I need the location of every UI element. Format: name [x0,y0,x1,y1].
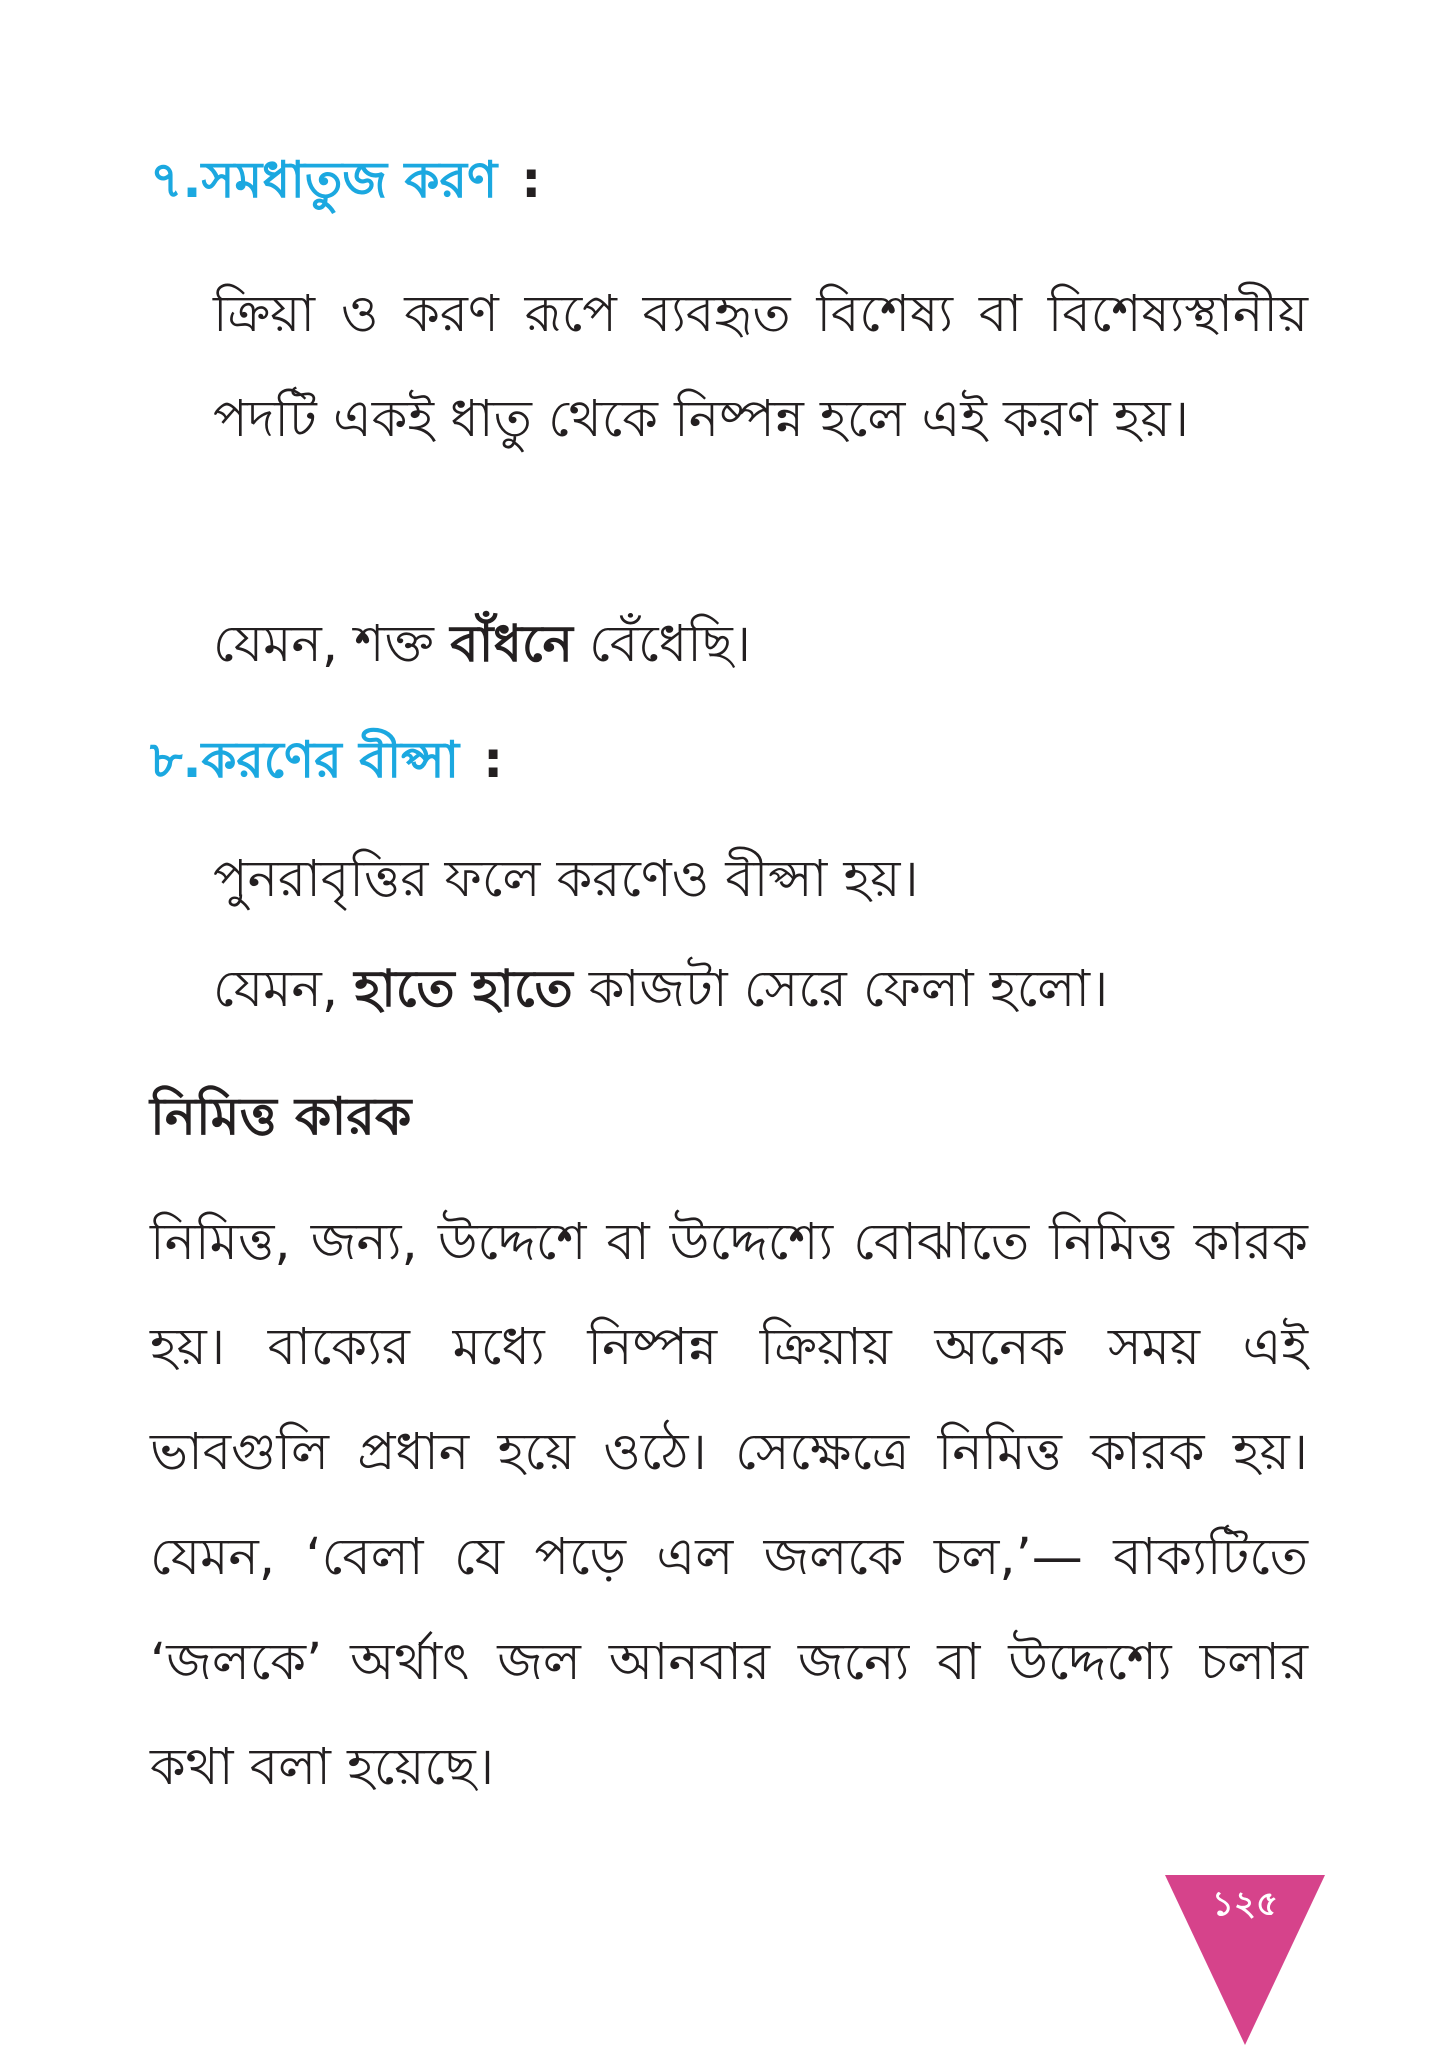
section-7-body: ক্রিয়া ও করণ রূপে ব্যবহৃত বিশেষ্য বা বিশেষ্যস্থানীয় পদটি একই ধাতু থেকে নিষ্পন্ন হলে এই করণ হয়। [213,285,1308,449]
section-8-heading-text: ৮.করণের বীপ্সা [150,731,460,789]
page-number: ১২৫ [1211,1884,1279,1924]
section-7-example-suffix: বেঁধেছি। [572,615,751,674]
section-8-example [213,960,1308,1020]
section-8-example-bold: হাতে হাতে [354,960,573,1019]
section-8-body: পুনরাবৃত্তির ফলে করণেও বীপ্সা হয়। [213,850,919,909]
section-8-example-prefix: যেমন, [213,960,355,1019]
section-7-heading [150,150,541,210]
section-8-example-suffix: কাজটা সেরে ফেলা হলো। [572,960,1109,1019]
section-title-nimitta-karak: নিমিত্ত কারক [150,1087,412,1147]
section-7-example [213,615,1308,675]
section-8-heading [150,730,503,790]
section-8-heading-colon: : [483,731,504,789]
section-7-example-prefix: যেমন, শক্ত [213,615,451,674]
section-7-heading-colon: : [521,151,542,209]
section-7-example-bold: বাঁধনে [450,615,573,674]
section-7-heading-text: ৭.সমধাতুজ করণ [150,151,498,209]
nimitta-karak-body: নিমিত্ত, জন্য, উদ্দেশে বা উদ্দেশ্যে বোঝাতে নিমিত্ত কারক হয়। বাক্যের মধ্যে নিষ্পন্ন ক্রিয়ায় অনেক সময় এই ভাবগুলি প্রধান হয়ে ওঠে। সেক্ষেত্রে নিমিত্ত কারক হয়। যেমন, ‘বেলা যে পড়ে এল জলকে চল,’— বাক্যটিতে ‘জলকে’ অর্থাৎ জল আনবার জন্যে বা উদ্দেশ্যে চলার কথা বলা হয়েছে। [150,1213,1308,1797]
